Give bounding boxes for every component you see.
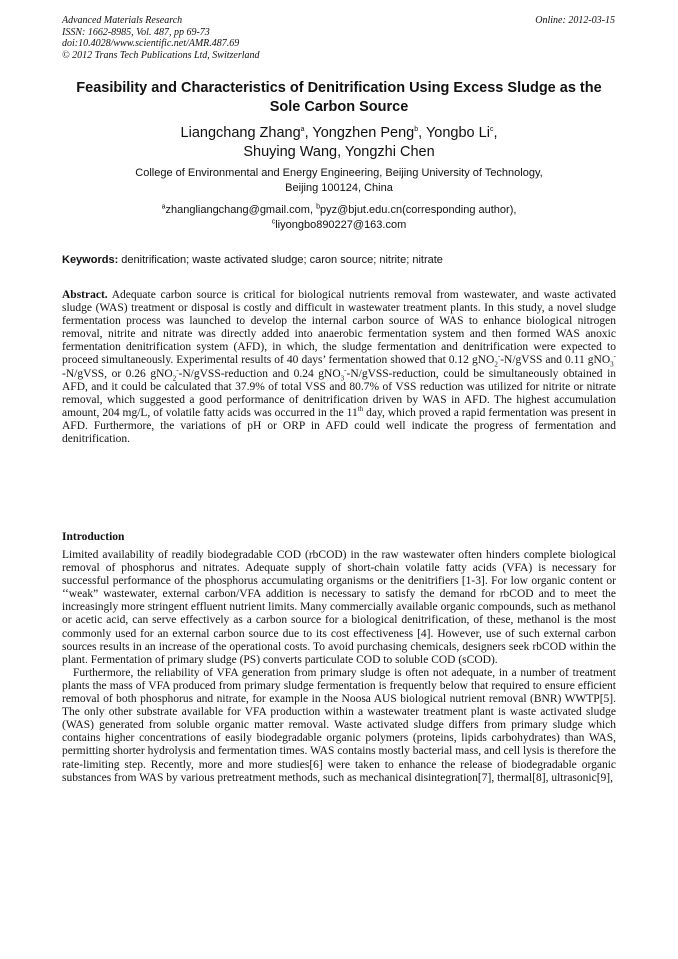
author-name: Liangchang Zhang xyxy=(180,125,301,141)
superscript: - xyxy=(497,352,501,361)
email-c: liyongbo890227@163.com xyxy=(275,219,407,231)
author-sup: b xyxy=(414,126,419,134)
affiliation-line-2: Beijing 100124, China xyxy=(285,182,393,194)
subscript: 3 xyxy=(610,360,614,369)
issn: ISSN: 1662-8985, Vol. 487, pp 69-73 xyxy=(62,26,210,38)
authors-line-2: Shuying Wang, Yongzhi Chen xyxy=(243,144,435,160)
abstract-label: Abstract. xyxy=(62,289,108,301)
abstract-text: -N/gVSS, or 0.26 gNO xyxy=(62,367,173,380)
introduction-body xyxy=(62,549,616,785)
emails-line-1 xyxy=(62,203,616,218)
authors-line-1 xyxy=(62,124,616,143)
author-list xyxy=(62,124,616,162)
online-date: Online: 2012-03-15 xyxy=(535,15,615,26)
abstract-text: -N/gVSS-reduction, could be simultaneously obtained in AFD, and it could be calculated that 37.9% of total VSS and 80.7% of VSS reduction was utilized for nitrite or nitrate removal, which suggested a good performance of denitrification driven by WAS in AFD. The highest accumulation amount, 204 mg/L, of volatile fatty acids was occurred in the 11 xyxy=(62,367,617,419)
paragraph: Furthermore, the reliability of VFA generation from primary sludge is often not adequate, in a number of treatment plants the mass of VFA produced from primary sludge fermentation is frequently below that required to ensure efficient removal of both phosphorus and nitrate, for example in the Noosa AUS biological nutrient removal (BNR) WWTP[5]. The only other substrate available for VFA production within a wastewater treatment plant is waste activated sludge (WAS) generated from soluble organic matter removal. Waste activated sludge differs from primary sludge which contains higher concentrations of easily biodegradable organic polymers (proteins, lipids carbohydrates) than WAS, permitting shorter hydrolysis and fermentation times. WAS contains mostly bacterial mass, and cell lysis is therefore the rate-limiting step. Recently, more and more studies[6] were taken to enhance the release of biodegradable organic substances from WAS by various pretreatment methods, such as mechanical disintegration[7], thermal[8], ultrasonic[9], xyxy=(62,666,616,784)
affiliation xyxy=(62,166,616,196)
author-name: Yongzhen Peng xyxy=(312,125,415,141)
paper-title: Feasibility and Characteristics of Denitrification Using Excess Sludge as the Sole Carbon Source xyxy=(76,80,602,115)
abstract-text: Adequate carbon source is critical for biological nutrients removal from wastewater, and waste activated sludge (WAS) treatment or disposal is costly and difficult in wastewater treatment plants. In this study, a novel sludge fermentation process was launched to develop the internal carbon source of WAS to enhance biological nitrogen removal, nitrite and nitrate was directly added into anaerobic fermentation system and then formed WAS anoxic fermentation denitrification system (AFD), in which, the sludge fermentation and denitrification were expected to proceed simultaneously. Experimental results of 40 days’ fermentation showed that 0.12 gNO xyxy=(62,289,616,367)
abstract-text: -N/gVSS and 0.11 gNO xyxy=(500,354,611,367)
emails-line-2 xyxy=(62,218,616,233)
affiliation-line-1: College of Environmental and Energy Engineering, Beijing University of Technology, xyxy=(135,167,543,179)
superscript: th xyxy=(357,405,364,414)
abstract-text: -N/gVSS-reduction and 0.24 gNO xyxy=(178,367,341,380)
author-sep: , xyxy=(418,125,426,141)
author-sep: , xyxy=(304,125,313,141)
email-sup: c xyxy=(271,218,276,226)
keywords-text: denitrification; waste activated sludge; caron source; nitrite; nitrate xyxy=(118,254,443,266)
author-sup: a xyxy=(300,126,305,134)
copyright: © 2012 Trans Tech Publications Ltd, Switzerland xyxy=(62,49,260,61)
subscript: 2 xyxy=(494,360,498,369)
superscript: - xyxy=(176,365,179,374)
superscript: - xyxy=(344,365,347,374)
abstract xyxy=(62,289,616,446)
author-sup: c xyxy=(489,126,494,134)
email-a: zhangliangchang@gmail.com, xyxy=(165,204,317,216)
doi: doi:10.4028/www.scientific.net/AMR.487.69 xyxy=(62,38,240,49)
author-name: Yongbo Li xyxy=(425,125,490,141)
subscript: 3 xyxy=(340,373,345,382)
journal-name: Advanced Materials Research xyxy=(62,15,183,26)
email-b: pyz@bjut.edu.cn(corresponding author), xyxy=(319,204,517,216)
keywords xyxy=(62,253,616,267)
author-sep: , xyxy=(493,125,498,141)
author-emails xyxy=(62,203,616,233)
section-heading: Introduction xyxy=(62,531,125,543)
email-sup: b xyxy=(316,203,320,211)
keywords-label: Keywords: xyxy=(62,254,119,266)
superscript: - xyxy=(613,352,616,361)
paragraph: Limited availability of readily biodegradable COD (rbCOD) in the raw wastewater often hinders complete biological removal of phosphorus and nitrates. Adequate supply of short-chain volatile fatty acids (VFA) is necessary for successful performance of the phosphorus accumulating organisms or the denitrifiers [1-3]. For low organic content or ‘‘weak” wastewater, external carbon/VFA addition is necessary to satisfy the demand for rbCOD and to meet the increasingly more stringent effluent nutrient limits. Many commercially available organic compounds, such as methanol or acetic acid, can serve effectively as a carbon source for a biological denitrification, of these, methanol is the most commonly used for an external carbon source due to its cost effectiveness [4]. However, use of such external carbon sources results in an increase of the operational costs. To avoid purchasing chemicals, designers seek rbCOD within the plant. Fermentation of primary sludge (PS) converts particulate COD to soluble COD (sCOD). xyxy=(62,549,616,666)
abstract-text: day, which proved a rapid fermentation was present in AFD. Furthermore, the variations of pH or ORP in AFD could well indicate the progress of fermentation and denitrification. xyxy=(62,406,616,446)
email-sup: a xyxy=(161,203,166,211)
subscript: 2 xyxy=(172,373,177,382)
journal-header xyxy=(62,15,260,61)
